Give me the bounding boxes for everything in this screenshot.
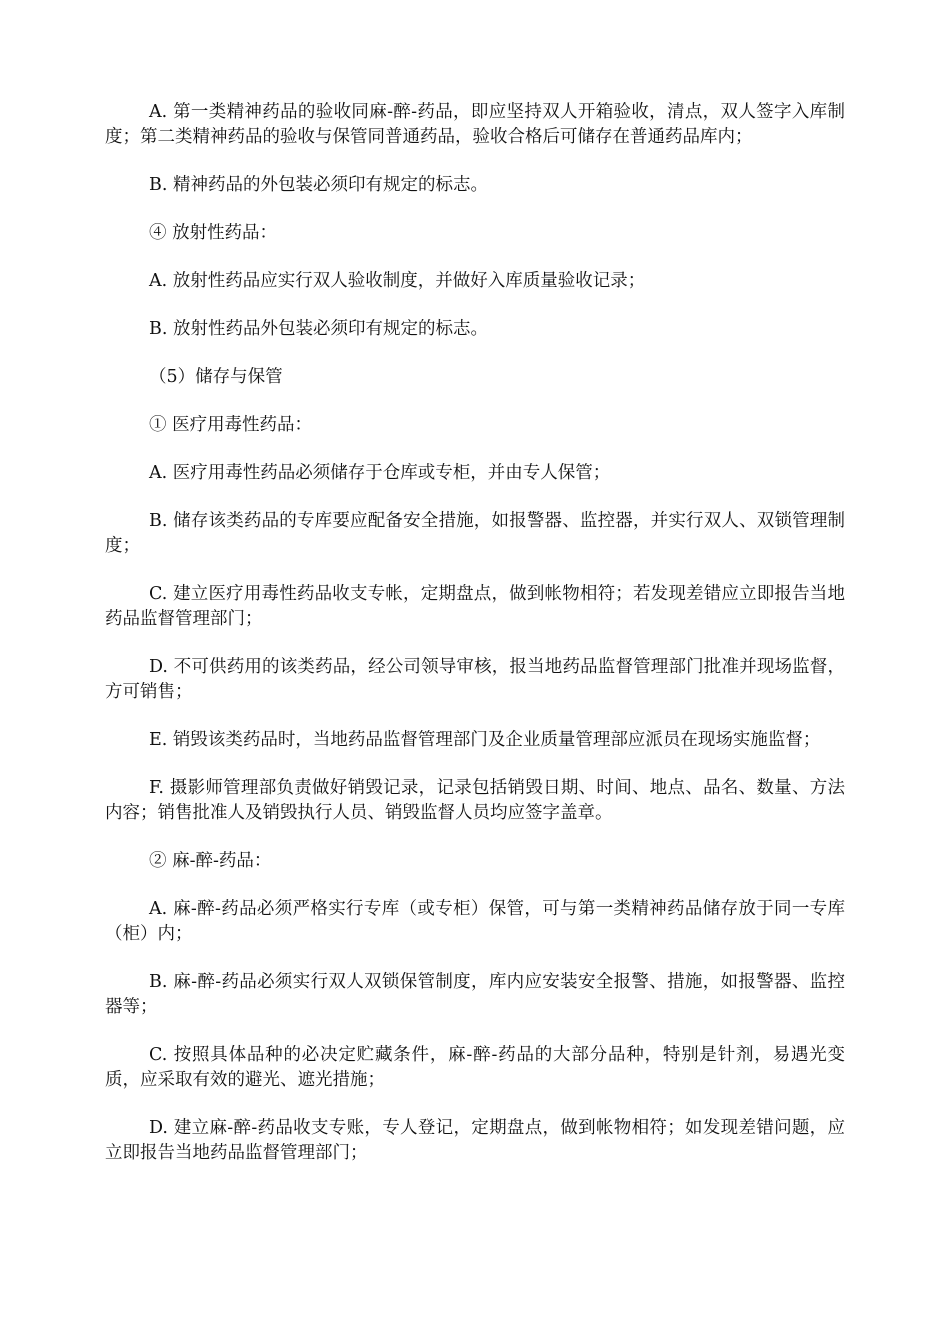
paragraph-3: ④ 放射性药品： <box>149 223 278 243</box>
paragraph-4: A. 放射性药品应实行双人验收制度，并做好入库质量验收记录； <box>149 271 646 291</box>
paragraph-13: F. 摄影师管理部负责做好销毁记录，记录包括销毁日期、时间、地点、品名、数量、方法内容；销售批准人及销毁执行人员、销毁监督人员均应签字盖章。 <box>105 778 845 823</box>
paragraph-18: D. 建立麻-醉-药品收支专账，专人登记，定期盘点，做到帐物相符；如发现差错问题，应立即报告当地药品监督管理部门； <box>105 1118 845 1163</box>
paragraph-16: B. 麻-醉-药品必须实行双人双锁保管制度，库内应安装安全报警、措施，如报警器、监控器等； <box>105 972 845 1017</box>
paragraph-1: A. 第一类精神药品的验收同麻-醉-药品，即应坚持双人开箱验收，清点，双人签字入库制度；第二类精神药品的验收与保管同普通药品，验收合格后可储存在普通药品库内； <box>105 102 845 147</box>
paragraph-7: ① 医疗用毒性药品： <box>149 415 313 435</box>
paragraph-15: A. 麻-醉-药品必须严格实行专库（或专柜）保管，可与第一类精神药品储存放于同一专库（柜）内； <box>105 899 845 944</box>
paragraph-6: （5）储存与保管 <box>149 367 283 387</box>
paragraph-5: B. 放射性药品外包装必须印有规定的标志。 <box>149 319 488 339</box>
paragraph-17: C. 按照具体品种的必决定贮藏条件，麻-醉-药品的大部分品种，特别是针剂，易遇光变质，应采取有效的避光、遮光措施； <box>105 1045 845 1090</box>
paragraph-11: D. 不可供药用的该类药品，经公司领导审核，报当地药品监督管理部门批准并现场监督，方可销售； <box>105 657 845 702</box>
paragraph-2: B. 精神药品的外包装必须印有规定的标志。 <box>149 175 488 195</box>
paragraph-9: B. 储存该类药品的专库要应配备安全措施，如报警器、监控器，并实行双人、双锁管理制度； <box>105 511 845 556</box>
paragraph-8: A. 医疗用毒性药品必须储存于仓库或专柜，并由专人保管； <box>149 463 611 483</box>
document-body <box>105 100 845 1189</box>
paragraph-14: ② 麻-醉-药品： <box>149 851 272 871</box>
paragraph-12: E. 销毁该类药品时，当地药品监督管理部门及企业质量管理部应派员在现场实施监督； <box>149 730 821 750</box>
paragraph-10: C. 建立医疗用毒性药品收支专帐，定期盘点，做到帐物相符；若发现差错应立即报告当地药品监督管理部门； <box>105 584 845 629</box>
